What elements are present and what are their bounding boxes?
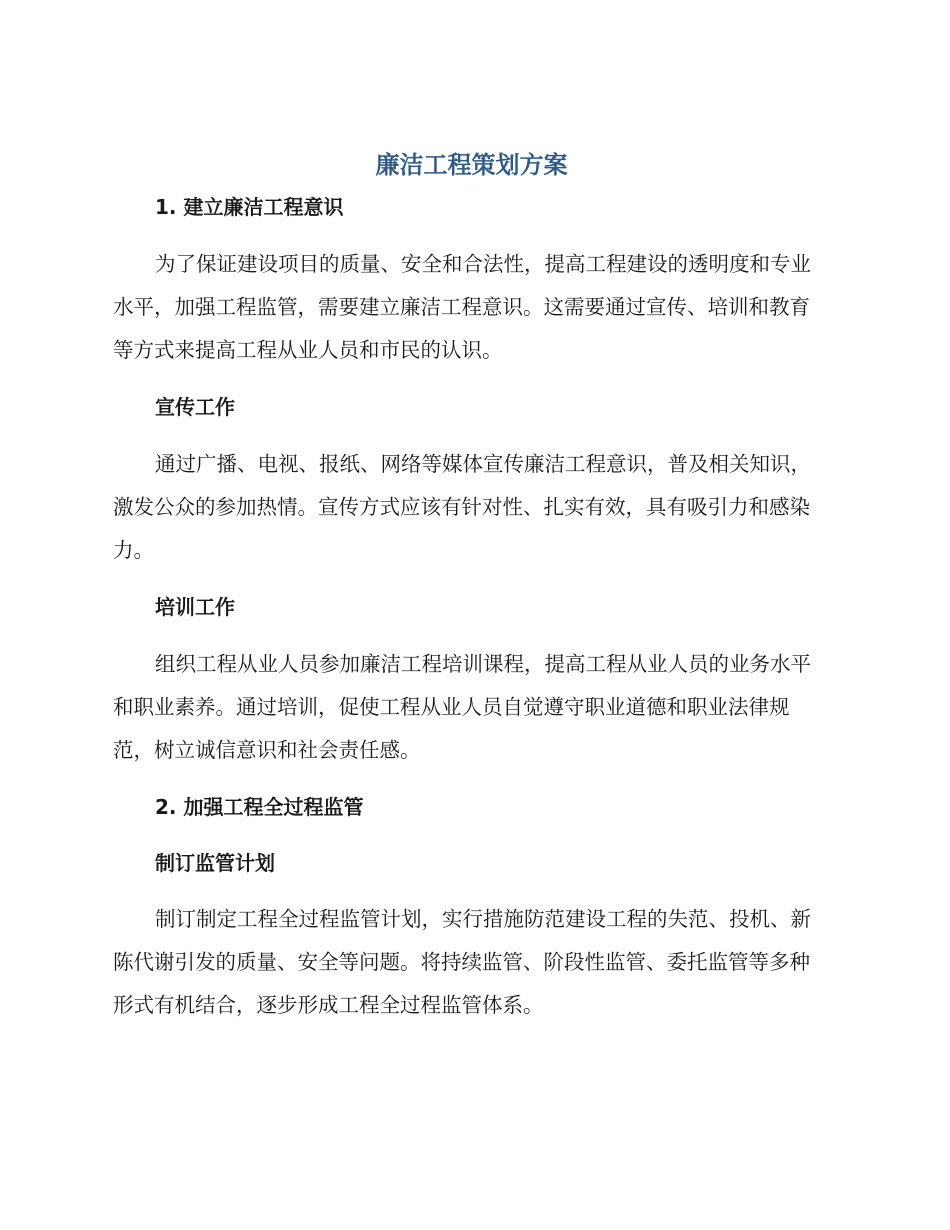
subheading-training: 培训工作 (155, 595, 235, 619)
subheading-publicity: 宣传工作 (155, 395, 235, 419)
paragraph-awareness: 为了保证建设项目的质量、安全和合法性，提高工程建设的透明度和专业水平，加强工程监管，需要建立廉洁工程意识。这需要通过宣传、培训和教育等方式来提高工程从业人员和市民的认识。 (113, 252, 811, 362)
subheading-supervision-plan: 制订监管计划 (155, 851, 275, 875)
paragraph-supervision-plan: 制订制定工程全过程监管计划，实行措施防范建设工程的失范、投机、新陈代谢引发的质量、安全等问题。将持续监管、阶段性监管、委托监管等多种形式有机结合，逐步形成工程全过程监管体系。 (113, 907, 811, 1017)
section-heading-1: 1. 建立廉洁工程意识 (155, 195, 344, 219)
document-title: 廉洁工程策划方案 (375, 151, 568, 179)
paragraph-training: 组织工程从业人员参加廉洁工程培训课程，提高工程从业人员的业务水平和职业素养。通过培训，促使工程从业人员自觉遵守职业道德和职业法律规范，树立诚信意识和社会责任感。 (113, 652, 811, 762)
section-heading-2: 2. 加强工程全过程监管 (155, 795, 364, 819)
paragraph-publicity: 通过广播、电视、报纸、网络等媒体宣传廉洁工程意识，普及相关知识，激发公众的参加热情。宣传方式应该有针对性、扎实有效，具有吸引力和感染力。 (113, 452, 811, 562)
